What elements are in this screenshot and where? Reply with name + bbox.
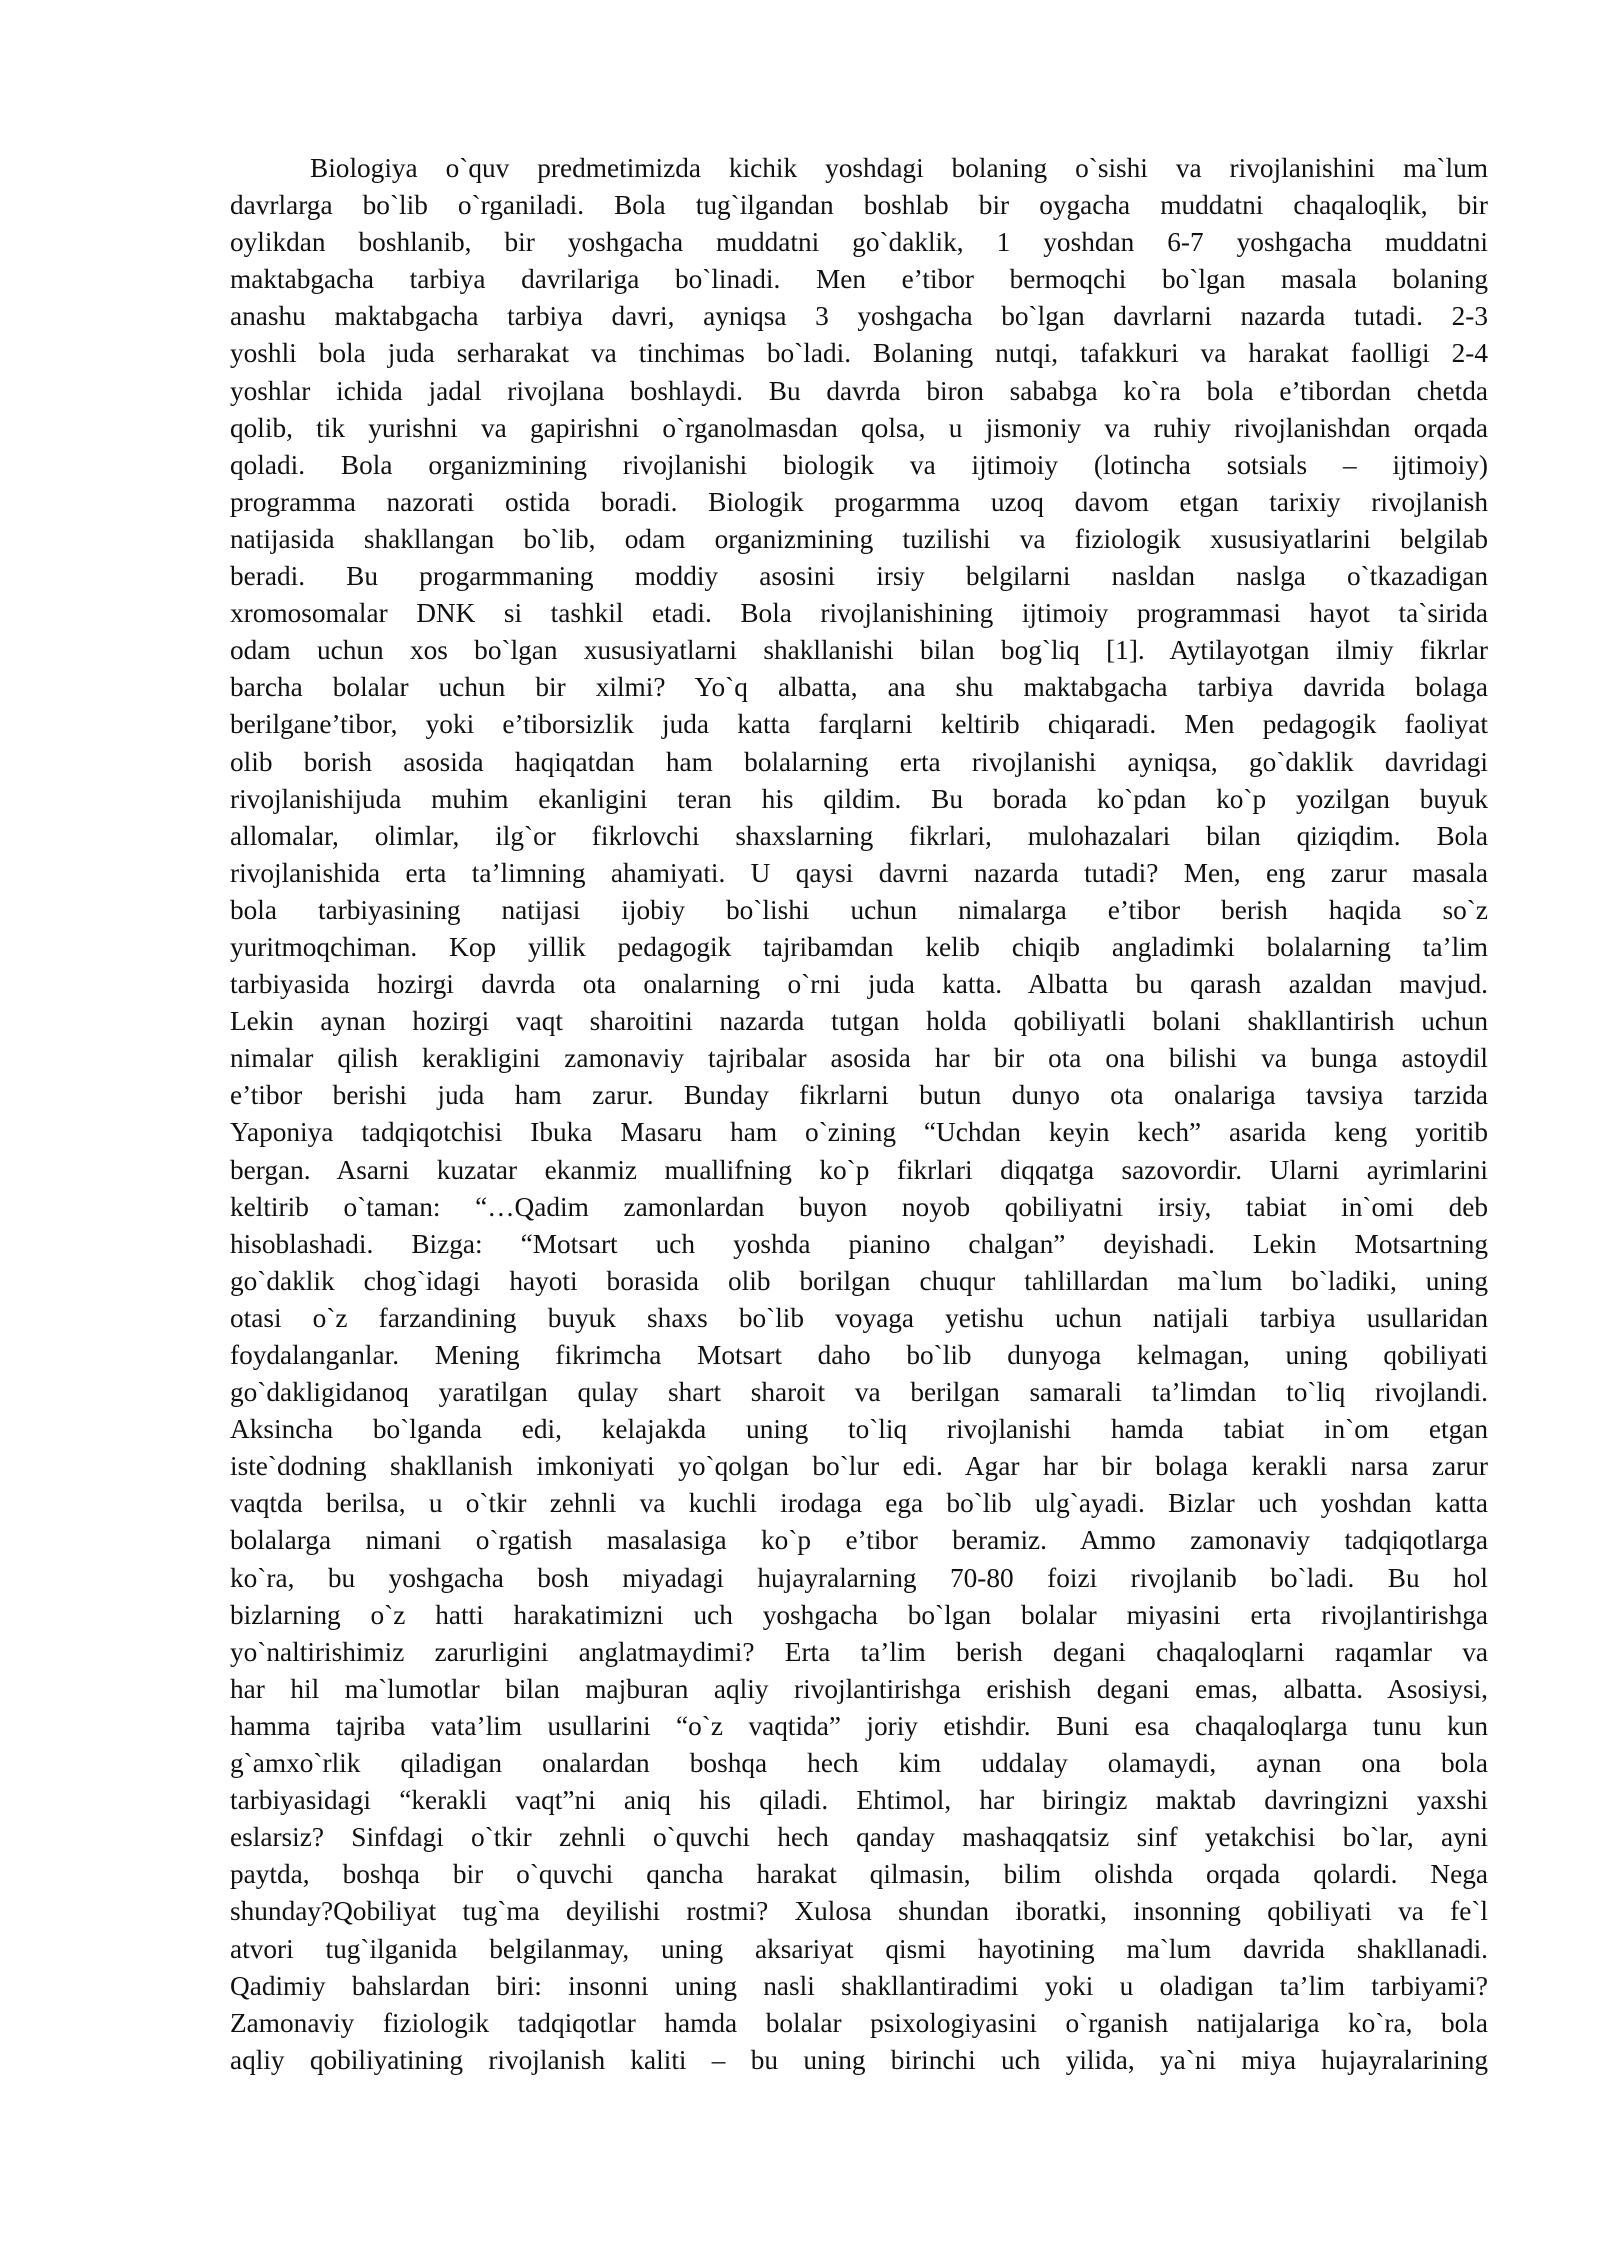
text-line: Biologiya o`quv predmetimizda kichik yoshdagi bolaning o`sishi va rivojlanishini ma`lum [310, 153, 1488, 183]
text-line: otasi o`z farzandining buyuk shaxs bo`lib voyaga yetishu uchun natijali tarbiya usullaridan [230, 1302, 1488, 1333]
text-line: atvori tug`ilganida belgilanmay, uning aksariyat qismi hayotining ma`lum davrida shakllanadi. [230, 1933, 1488, 1964]
text-line: nimalar qilish kerakligini zamonaviy tajribalar asosida har bir ota ona bilishi va bunga astoydil [230, 1043, 1488, 1074]
text-line: foydalanganlar. Mening fikrimcha Motsart daho bo`lib dunyoga kelmagan, uning qobiliyati [230, 1340, 1488, 1370]
text-line: berilgane’tibor, yoki e’tiborsizlik juda katta farqlarni keltirib chiqaradi. Men pedagogik faoliyat [230, 709, 1488, 740]
text-line: hamma tajriba vata’lim usullarini “o`z vaqtida” joriy etishdir. Buni esa chaqaloqlarga tunu kun [230, 1710, 1488, 1741]
text-line: g`amxo`rlik qiladigan onalardan boshqa hech kim uddalay olamaydi, aynan ona bola [230, 1748, 1488, 1779]
text-line: beradi. Bu progarmmaning moddiy asosini irsiy belgilarni nasldan naslga o`tkazadigan [230, 561, 1488, 592]
text-line: aqliy qobiliyatining rivojlanish kaliti – bu uning birinchi uch yilida, ya`ni miya hujayralarining [230, 2044, 1488, 2075]
text-line: xromosomalar DNK si tashkil etadi. Bola rivojlanishining ijtimoiy programmasi hayot ta`sirida [230, 598, 1488, 629]
text-line: Yaponiya tadqiqotchisi Ibuka Masaru ham o`zining “Uchdan keyin kech” asarida keng yoritib [230, 1117, 1488, 1148]
text-line: natijasida shakllangan bo`lib, odam organizmining tuzilishi va fiziologik xususiyatlarini belgilab [230, 523, 1488, 554]
text-line: iste`dodning shakllanish imkoniyati yo`qolgan bo`lur edi. Agar har bir bolaga kerakli narsa zarur [230, 1451, 1488, 1482]
text-line: programma nazorati ostida boradi. Biologik progarmma uzoq davom etgan tarixiy rivojlanish [230, 486, 1488, 517]
text-line: go`dakligidanoq yaratilgan qulay shart sharoit va berilgan samarali ta’limdan to`liq rivojlandi. [230, 1377, 1488, 1408]
text-line: Lekin aynan hozirgi vaqt sharoitini nazarda tutgan holda qobiliyatli bolani shakllantirish uchun [230, 1006, 1488, 1037]
text-line: bergan. Asarni kuzatar ekanmiz muallifning ko`p fikrlari diqqatga sazovordir. Ularni ayrimlarini [230, 1154, 1488, 1185]
text-line: allomalar, olimlar, ilg`or fikrlovchi shaxslarning fikrlari, mulohazalari bilan qiziqdim. Bola [230, 820, 1488, 851]
text-line: rivojlanishijuda muhim ekanligini teran his qildim. Bu borada ko`pdan ko`p yozilgan buyuk [230, 783, 1488, 814]
text-line: keltirib o`taman: “…Qadim zamonlardan buyon noyob qobiliyatni irsiy, tabiat in`omi deb [230, 1191, 1488, 1222]
text-line: olib borish asosida haqiqatdan ham bolalarning erta rivojlanishi ayniqsa, go`daklik davridagi [230, 746, 1488, 777]
text-line: Aksincha bo`lganda edi, kelajakda uning to`liq rivojlanishi hamda tabiat in`om etgan [230, 1414, 1488, 1445]
text-line: tarbiyasida hozirgi davrda ota onalarning o`rni juda katta. Albatta bu qarash azaldan mavjud. [230, 969, 1488, 1000]
text-line: bizlarning o`z hatti harakatimizni uch yoshgacha bo`lgan bolalar miyasini erta rivojlantirishga [230, 1599, 1488, 1630]
text-line: Qadimiy bahslardan biri: insonni uning nasli shakllantiradimi yoki u oladigan ta’lim tarbiyami? [230, 1970, 1488, 2001]
text-line: vaqtda berilsa, u o`tkir zehnli va kuchli irodaga ega bo`lib ulg`ayadi. Bizlar uch yoshdan katta [230, 1488, 1488, 1519]
text-line: qolib, tik yurishni va gapirishni o`rganolmasdan qolsa, u jismoniy va ruhiy rivojlanishdan orqada [230, 412, 1488, 443]
text-line: eslarsiz? Sinfdagi o`tkir zehnli o`quvchi hech qanday mashaqqatsiz sinf yetakchisi bo`lar, ayni [230, 1822, 1488, 1853]
text-line: rivojlanishida erta ta’limning ahamiyati. U qaysi davrni nazarda tutadi? Men, eng zarur masala [230, 857, 1488, 888]
text-line: yo`naltirishimiz zarurligini anglatmaydimi? Erta ta’lim berish degani chaqaloqlarni raqamlar va [230, 1636, 1488, 1667]
text-line: ko`ra, bu yoshgacha bosh miyadagi hujayralarning 70-80 foizi rivojlanib bo`ladi. Bu hol [230, 1562, 1488, 1593]
text-line: bolalarga nimani o`rgatish masalasiga ko`p e’tibor beramiz. Ammo zamonaviy tadqiqotlarga [230, 1525, 1488, 1556]
text-line: qoladi. Bola organizmining rivojlanishi biologik va ijtimoiy (lotincha sotsials – ijtimoiy) [230, 449, 1488, 480]
text-line: tarbiyasidagi “kerakli vaqt”ni aniq his qiladi. Ehtimol, har biringiz maktab davringizni yaxshi [230, 1785, 1488, 1816]
text-line: anashu maktabgacha tarbiya davri, ayniqsa 3 yoshgacha bo`lgan davrlarni nazarda tutadi. 2-3 [230, 301, 1488, 332]
text-line: yoshli bola juda serharakat va tinchimas bo`ladi. Bolaning nutqi, tafakkuri va harakat faolligi 2-4 [230, 338, 1488, 369]
text-line: maktabgacha tarbiya davrilariga bo`linadi. Men e’tibor bermoqchi bo`lgan masala bolaning [230, 264, 1488, 295]
text-line: barcha bolalar uchun bir xilmi? Yo`q albatta, ana shu maktabgacha tarbiya davrida bolaga [230, 672, 1488, 703]
text-line: Zamonaviy fiziologik tadqiqotlar hamda bolalar psixologiyasini o`rganish natijalariga ko`ra, bola [230, 2007, 1488, 2038]
text-line: bola tarbiyasining natijasi ijobiy bo`lishi uchun nimalarga e’tibor berish haqida so`z [230, 894, 1488, 925]
body-paragraph [230, 150, 1488, 2079]
text-line: e’tibor berishi juda ham zarur. Bunday fikrlarni butun dunyo ota onalariga tavsiya tarzida [230, 1080, 1488, 1111]
text-line: har hil ma`lumotlar bilan majburan aqliy rivojlantirishga erishish degani emas, albatta. Asosiysi, [230, 1673, 1488, 1704]
text-line: odam uchun xos bo`lgan xususiyatlarni shakllanishi bilan bog`liq [1]. Aytilayotgan ilmiy fikrlar [230, 635, 1488, 666]
text-line: paytda, boshqa bir o`quvchi qancha harakat qilmasin, bilim olishda orqada qolardi. Nega [230, 1859, 1488, 1890]
text-line: hisoblashadi. Bizga: “Motsart uch yoshda pianino chalgan” deyishadi. Lekin Motsartning [230, 1228, 1488, 1259]
text-line: oylikdan boshlanib, bir yoshgacha muddatni go`daklik, 1 yoshdan 6-7 yoshgacha muddatni [230, 227, 1488, 258]
text-line: yuritmoqchiman. Kop yillik pedagogik tajribamdan kelib chiqib angladimki bolalarning ta’lim [230, 931, 1488, 962]
text-line: shunday?Qobiliyat tug`ma deyilishi rostmi? Xulosa shundan iboratki, insonning qobiliyati va fe`l [230, 1896, 1488, 1927]
text-line: go`daklik chog`idagi hayoti borasida olib borilgan chuqur tahlillardan ma`lum bo`ladiki, uning [230, 1265, 1488, 1296]
text-line: yoshlar ichida jadal rivojlana boshlaydi. Bu davrda biron sababga ko`ra bola e’tibordan chetda [230, 375, 1488, 406]
text-line: davrlarga bo`lib o`rganiladi. Bola tug`ilgandan boshlab bir oygacha muddatni chaqaloqlik, bir [230, 190, 1488, 221]
